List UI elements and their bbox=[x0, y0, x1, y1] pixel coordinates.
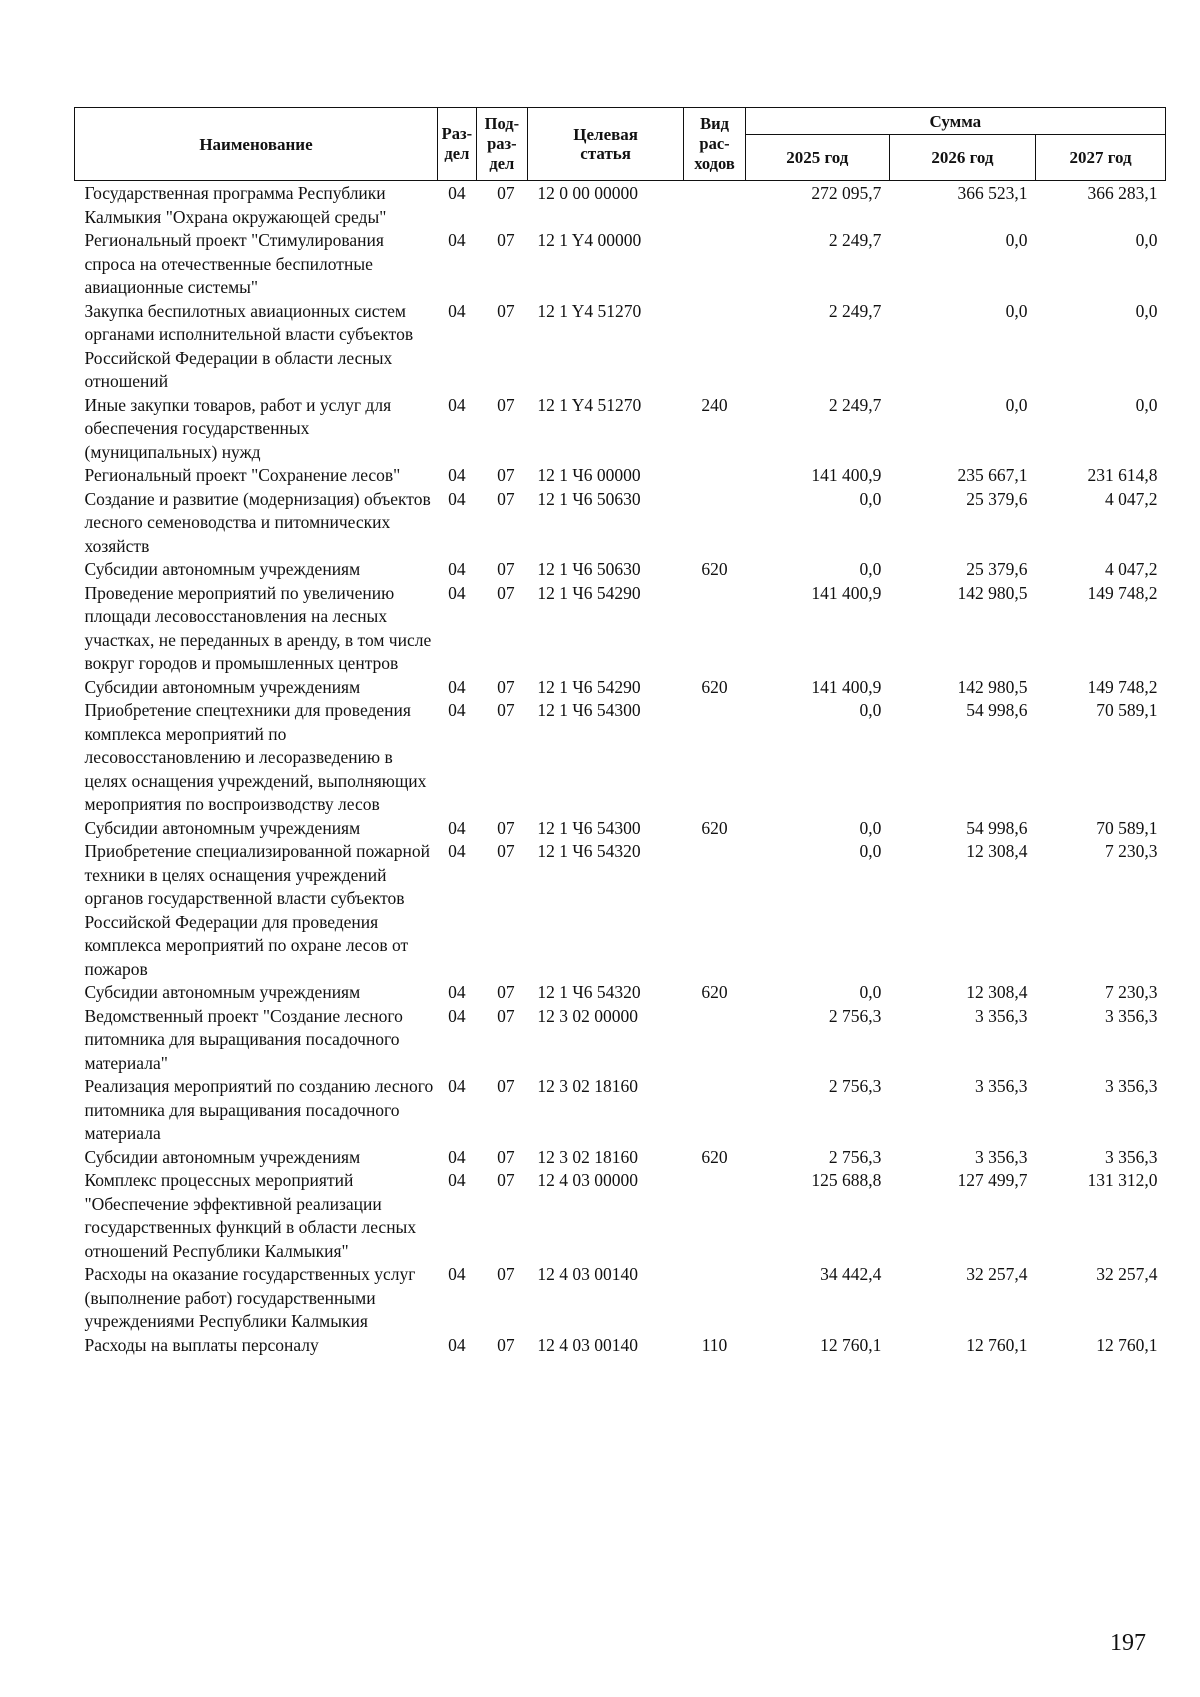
row-amount-2027: 131 312,0 bbox=[1087, 1170, 1158, 1190]
row-expense-type bbox=[684, 300, 745, 394]
table-row bbox=[75, 981, 1166, 1005]
row-amount-2027: 149 748,2 bbox=[1087, 676, 1158, 697]
row-podrazdel: 07 bbox=[497, 1005, 515, 1026]
row-name: Реализация мероприятий по созданию лесного питомника для выращивания посадочного материала bbox=[84, 1076, 434, 1143]
row-amount-2026: 142 980,5 bbox=[957, 582, 1028, 603]
header-celevaya: Целевая статья bbox=[527, 108, 683, 181]
row-podrazdel: 07 bbox=[497, 1264, 515, 1284]
row-target-article: 12 4 03 00000 bbox=[537, 1170, 639, 1190]
row-razdel: 04 bbox=[448, 1170, 466, 1190]
row-amount-2026: 25 379,6 bbox=[966, 559, 1028, 579]
row-expense-type: 620 bbox=[701, 1146, 728, 1167]
header-podrazdel bbox=[476, 108, 527, 181]
header-2026: 2026 год bbox=[889, 135, 1035, 181]
row-expense-type bbox=[684, 1075, 745, 1146]
row-name: Государственная программа Республики Калмыкия "Охрана окружающей среды" bbox=[84, 183, 387, 227]
row-podrazdel: 07 bbox=[497, 1076, 515, 1096]
row-amount-2026: 12 308,4 bbox=[966, 982, 1028, 1002]
row-amount-2025: 2 756,3 bbox=[828, 1146, 882, 1167]
row-expense-type bbox=[684, 1263, 745, 1334]
row-razdel: 04 bbox=[448, 1076, 466, 1096]
table-row bbox=[75, 699, 1166, 817]
row-razdel: 04 bbox=[448, 394, 466, 415]
row-amount-2025: 2 756,3 bbox=[828, 1005, 882, 1026]
header-vid bbox=[684, 108, 745, 181]
row-amount-2026: 54 998,6 bbox=[966, 700, 1028, 720]
row-podrazdel: 07 bbox=[497, 300, 515, 321]
row-expense-type bbox=[684, 699, 745, 817]
row-amount-2025: 34 442,4 bbox=[820, 1264, 882, 1284]
row-target-article: 12 1 Ч6 00000 bbox=[537, 465, 641, 485]
row-amount-2025: 272 095,7 bbox=[811, 183, 882, 203]
row-amount-2027: 149 748,2 bbox=[1087, 582, 1158, 603]
row-expense-type bbox=[684, 464, 745, 488]
row-amount-2025: 2 249,7 bbox=[828, 394, 882, 415]
row-target-article: 12 4 03 00140 bbox=[537, 1334, 639, 1355]
row-amount-2027: 32 257,4 bbox=[1096, 1264, 1158, 1284]
row-amount-2026: 0,0 bbox=[1005, 230, 1028, 250]
row-amount-2025: 0,0 bbox=[859, 559, 882, 579]
table-row bbox=[75, 488, 1166, 559]
row-name: Региональный проект "Сохранение лесов" bbox=[84, 465, 401, 485]
table-row bbox=[75, 181, 1166, 230]
row-amount-2026: 0,0 bbox=[1005, 300, 1028, 321]
budget-table bbox=[74, 107, 1166, 1357]
row-amount-2027: 0,0 bbox=[1135, 300, 1158, 321]
row-target-article: 12 1 Ч6 54320 bbox=[537, 982, 641, 1002]
row-amount-2027: 3 356,3 bbox=[1105, 1076, 1158, 1096]
table-row bbox=[75, 464, 1166, 488]
row-razdel: 04 bbox=[448, 1334, 466, 1355]
row-target-article: 12 1 Y4 51270 bbox=[537, 300, 642, 321]
row-amount-2026: 142 980,5 bbox=[957, 676, 1028, 697]
row-amount-2026: 12 308,4 bbox=[966, 841, 1028, 861]
row-name: Субсидии автономным учреждениям bbox=[84, 817, 361, 838]
row-expense-type bbox=[684, 229, 745, 300]
table-row bbox=[75, 817, 1166, 841]
row-amount-2026: 0,0 bbox=[1005, 394, 1028, 415]
row-expense-type bbox=[684, 1169, 745, 1263]
row-amount-2026: 3 356,3 bbox=[975, 1146, 1028, 1167]
table-row bbox=[75, 1005, 1166, 1076]
table-row bbox=[75, 840, 1166, 981]
table-row bbox=[75, 1334, 1166, 1358]
row-amount-2027: 366 283,1 bbox=[1087, 183, 1158, 203]
row-name: Субсидии автономным учреждениям bbox=[84, 982, 361, 1002]
row-amount-2026: 366 523,1 bbox=[957, 183, 1028, 203]
row-target-article: 12 0 00 00000 bbox=[537, 183, 639, 203]
row-razdel: 04 bbox=[448, 841, 466, 861]
row-podrazdel: 07 bbox=[497, 183, 515, 203]
row-razdel: 04 bbox=[448, 817, 466, 838]
row-name: Субсидии автономным учреждениям bbox=[84, 1146, 361, 1167]
row-razdel: 04 bbox=[448, 582, 466, 603]
table-row bbox=[75, 1169, 1166, 1263]
row-amount-2027: 12 760,1 bbox=[1096, 1334, 1158, 1355]
row-amount-2027: 0,0 bbox=[1135, 394, 1158, 415]
row-amount-2027: 0,0 bbox=[1135, 230, 1158, 250]
row-amount-2026: 235 667,1 bbox=[957, 465, 1028, 485]
row-target-article: 12 1 Ч6 54300 bbox=[537, 700, 641, 720]
row-amount-2025: 0,0 bbox=[859, 817, 882, 838]
row-amount-2026: 32 257,4 bbox=[966, 1264, 1028, 1284]
row-name: Проведение мероприятий по увеличению площади лесовосстановления на лесных участках, не переданных в аренду, в том числе вокруг городов и промышленных центров bbox=[84, 582, 432, 673]
row-target-article: 12 1 Ч6 50630 bbox=[537, 488, 641, 509]
table-header bbox=[75, 108, 1166, 181]
row-amount-2026: 25 379,6 bbox=[966, 488, 1028, 509]
header-2025: 2025 год bbox=[745, 135, 889, 181]
row-amount-2027: 70 589,1 bbox=[1096, 700, 1158, 720]
header-podrazdel-text: Под- раз- дел bbox=[484, 114, 520, 173]
row-razdel: 04 bbox=[448, 465, 466, 485]
table-row bbox=[75, 1075, 1166, 1146]
row-amount-2026: 127 499,7 bbox=[957, 1170, 1028, 1190]
header-2027: 2027 год bbox=[1036, 135, 1166, 181]
row-razdel: 04 bbox=[448, 676, 466, 697]
row-podrazdel: 07 bbox=[497, 559, 515, 579]
row-amount-2027: 7 230,3 bbox=[1105, 841, 1158, 861]
row-amount-2025: 141 400,9 bbox=[811, 465, 882, 485]
row-name: Приобретение спецтехники для проведения комплекса мероприятий по лесовосстановлению и лесоразведению в целях оснащения учреждений, выполняющих мероприятия по воспроизводству лесов bbox=[84, 700, 427, 814]
row-name: Расходы на выплаты персоналу bbox=[84, 1334, 319, 1355]
row-razdel: 04 bbox=[448, 1146, 466, 1167]
table-row bbox=[75, 582, 1166, 676]
row-expense-type: 110 bbox=[701, 1334, 728, 1355]
row-amount-2025: 0,0 bbox=[859, 700, 882, 720]
row-target-article: 12 1 Y4 51270 bbox=[537, 394, 642, 415]
row-expense-type: 620 bbox=[701, 982, 728, 1002]
row-podrazdel: 07 bbox=[497, 841, 515, 861]
row-name: Ведомственный проект "Создание лесного питомника для выращивания посадочного материала" bbox=[84, 1005, 403, 1073]
row-podrazdel: 07 bbox=[497, 582, 515, 603]
row-target-article: 12 1 Ч6 54320 bbox=[537, 841, 641, 861]
row-podrazdel: 07 bbox=[497, 488, 515, 509]
row-razdel: 04 bbox=[448, 1264, 466, 1284]
table-row bbox=[75, 1146, 1166, 1170]
row-target-article: 12 1 Ч6 54300 bbox=[537, 817, 641, 838]
row-amount-2025: 141 400,9 bbox=[811, 676, 882, 697]
row-amount-2026: 54 998,6 bbox=[966, 817, 1028, 838]
row-amount-2025: 12 760,1 bbox=[820, 1334, 882, 1355]
row-podrazdel: 07 bbox=[497, 817, 515, 838]
row-expense-type bbox=[684, 181, 745, 230]
row-expense-type bbox=[684, 488, 745, 559]
row-target-article: 12 3 02 18160 bbox=[537, 1146, 639, 1167]
row-amount-2027: 7 230,3 bbox=[1105, 982, 1158, 1002]
row-podrazdel: 07 bbox=[497, 982, 515, 1002]
row-name: Создание и развитие (модернизация) объектов лесного семеноводства и питомнических хозяйств bbox=[84, 488, 431, 556]
row-name: Расходы на оказание государственных услуг (выполнение работ) государственными учреждениями Республики Калмыкия bbox=[84, 1264, 416, 1331]
row-amount-2026: 3 356,3 bbox=[975, 1005, 1028, 1026]
row-expense-type: 620 bbox=[701, 676, 728, 697]
row-amount-2027: 4 047,2 bbox=[1105, 488, 1158, 509]
row-amount-2025: 2 249,7 bbox=[828, 230, 882, 250]
table-row bbox=[75, 394, 1166, 465]
row-razdel: 04 bbox=[448, 1005, 466, 1026]
row-podrazdel: 07 bbox=[497, 1334, 515, 1355]
table-row bbox=[75, 300, 1166, 394]
page-number: 197 bbox=[1110, 1630, 1146, 1656]
row-razdel: 04 bbox=[448, 488, 466, 509]
row-amount-2027: 70 589,1 bbox=[1096, 817, 1158, 838]
row-podrazdel: 07 bbox=[497, 1146, 515, 1167]
row-target-article: 12 1 Ч6 54290 bbox=[537, 676, 641, 697]
row-expense-type: 620 bbox=[701, 817, 728, 838]
row-expense-type bbox=[684, 582, 745, 676]
row-razdel: 04 bbox=[448, 559, 466, 579]
row-expense-type bbox=[684, 1005, 745, 1076]
row-razdel: 04 bbox=[448, 230, 466, 250]
row-amount-2027: 231 614,8 bbox=[1087, 465, 1158, 485]
table-body bbox=[75, 181, 1166, 1358]
row-expense-type: 620 bbox=[701, 559, 728, 579]
row-name: Региональный проект "Стимулирования спроса на отечественные беспилотные авиационные системы" bbox=[84, 230, 384, 297]
row-podrazdel: 07 bbox=[497, 1170, 515, 1190]
row-amount-2025: 0,0 bbox=[859, 841, 882, 861]
row-name: Иные закупки товаров, работ и услуг для обеспечения государственных (муниципальных) нужд bbox=[84, 394, 392, 462]
row-amount-2025: 0,0 bbox=[859, 488, 882, 509]
table-row bbox=[75, 229, 1166, 300]
row-podrazdel: 07 bbox=[497, 700, 515, 720]
row-razdel: 04 bbox=[448, 700, 466, 720]
header-name: Наименование bbox=[75, 108, 438, 181]
row-target-article: 12 3 02 18160 bbox=[537, 1076, 639, 1096]
header-razdel-text: Раз- дел bbox=[441, 124, 473, 163]
row-podrazdel: 07 bbox=[497, 394, 515, 415]
row-amount-2027: 3 356,3 bbox=[1105, 1005, 1158, 1026]
table-row bbox=[75, 558, 1166, 582]
row-razdel: 04 bbox=[448, 982, 466, 1002]
row-amount-2026: 12 760,1 bbox=[966, 1334, 1028, 1355]
row-podrazdel: 07 bbox=[497, 230, 515, 250]
row-amount-2025: 125 688,8 bbox=[811, 1170, 882, 1190]
row-target-article: 12 4 03 00140 bbox=[537, 1264, 639, 1284]
header-razdel bbox=[437, 108, 476, 181]
row-name: Субсидии автономным учреждениям bbox=[84, 676, 361, 697]
row-amount-2027: 4 047,2 bbox=[1105, 559, 1158, 579]
row-amount-2025: 0,0 bbox=[859, 982, 882, 1002]
row-podrazdel: 07 bbox=[497, 676, 515, 697]
row-razdel: 04 bbox=[448, 183, 466, 203]
row-name: Субсидии автономным учреждениям bbox=[84, 559, 361, 579]
row-target-article: 12 1 Y4 00000 bbox=[537, 230, 642, 250]
row-razdel: 04 bbox=[448, 300, 466, 321]
row-target-article: 12 1 Ч6 50630 bbox=[537, 559, 641, 579]
header-vid-text: Вид рас- ходов bbox=[694, 114, 735, 173]
row-target-article: 12 1 Ч6 54290 bbox=[537, 582, 641, 603]
row-target-article: 12 3 02 00000 bbox=[537, 1005, 639, 1026]
row-podrazdel: 07 bbox=[497, 465, 515, 485]
table-row bbox=[75, 1263, 1166, 1334]
row-name: Закупка беспилотных авиационных систем органами исполнительной власти субъектов Российской Федерации в области лесных отношений bbox=[84, 300, 414, 391]
row-name: Приобретение специализированной пожарной техники в целях оснащения учреждений органов государственной власти субъектов Российской Федерации для проведения комплекса мероприятий по охране лесов от пожаров bbox=[84, 841, 430, 979]
row-amount-2025: 141 400,9 bbox=[811, 582, 882, 603]
row-name: Комплекс процессных мероприятий "Обеспечение эффективной реализации государственных функций в области лесных отношений Республики Калмыкия" bbox=[84, 1170, 417, 1261]
row-amount-2025: 2 756,3 bbox=[828, 1076, 882, 1096]
row-expense-type bbox=[684, 840, 745, 981]
header-summa: Сумма bbox=[745, 108, 1165, 135]
row-expense-type: 240 bbox=[701, 394, 728, 415]
table-row bbox=[75, 676, 1166, 700]
row-amount-2026: 3 356,3 bbox=[975, 1076, 1028, 1096]
row-amount-2027: 3 356,3 bbox=[1105, 1146, 1158, 1167]
row-amount-2025: 2 249,7 bbox=[828, 300, 882, 321]
